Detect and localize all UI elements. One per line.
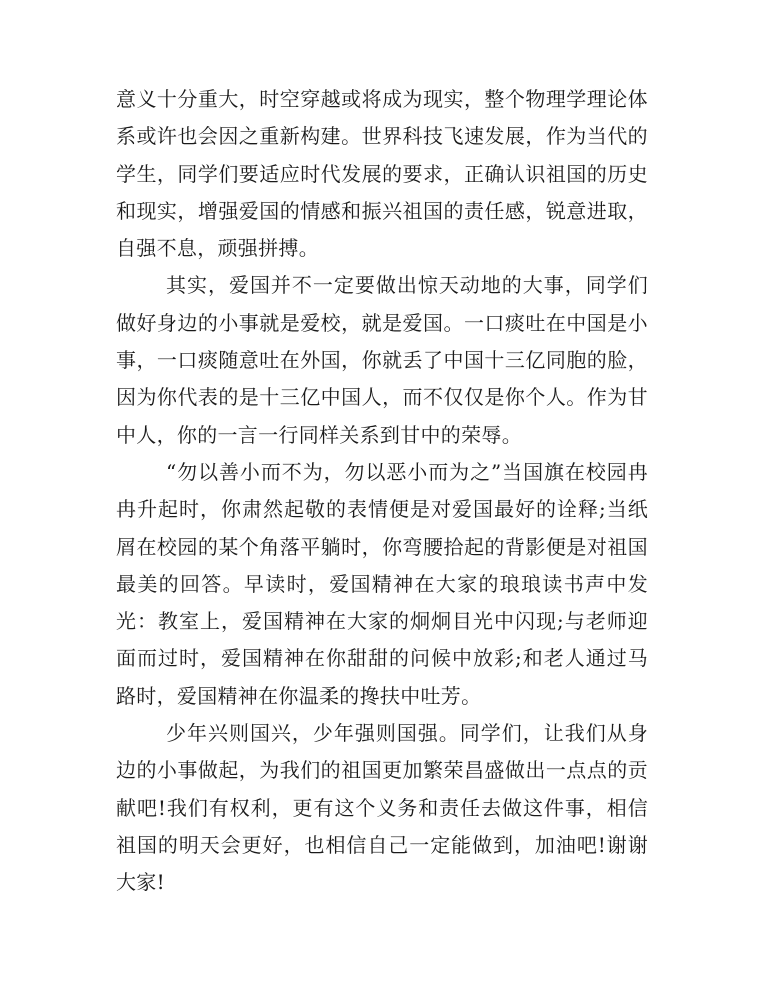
paragraph-2: 其实，爱国并不一定要做出惊天动地的大事，同学们做好身边的小事就是爱校，就是爱国。一口痰吐在中国是小事，一口痰随意吐在外国，你就丢了中国十三亿同胞的脸，因为你代表的是十三亿中国人，而不仅仅是你个人。作为甘中人，你的一言一行同样关系到甘中的荣辱。 (116, 273, 648, 447)
paragraph-4: 少年兴则国兴，少年强则国强。同学们，让我们从身边的小事做起，为我们的祖国更加繁荣昌盛做出一点点的贡献吧!我们有权利，更有这个义务和责任去做这件事，相信祖国的明天会更好，也相信自己一定能做到，加油吧!谢谢大家! (116, 721, 648, 895)
paragraph-1: 意义十分重大，时空穿越或将成为现实，整个物理学理论体系或许也会因之重新构建。世界科技飞速发展，作为当代的学生，同学们要适应时代发展的要求，正确认识祖国的历史和现实，增强爱国的情感和振兴祖国的责任感，锐意进取，自强不息，顽强拼搏。 (116, 87, 648, 261)
speech-body (116, 81, 648, 902)
paragraph-3: “勿以善小而不为，勿以恶小而为之”当国旗在校园冉冉升起时，你肃然起敬的表情便是对爱国最好的诠释;当纸屑在校园的某个角落平躺时，你弯腰拾起的背影便是对祖国最美的回答。早读时，爱国精神在大家的琅琅读书声中发光：教室上，爱国精神在大家的炯炯目光中闪现;与老师迎面而过时，爱国精神在你甜甜的问候中放彩;和老人通过马路时，爱国精神在你温柔的搀扶中吐芳。 (116, 459, 648, 708)
